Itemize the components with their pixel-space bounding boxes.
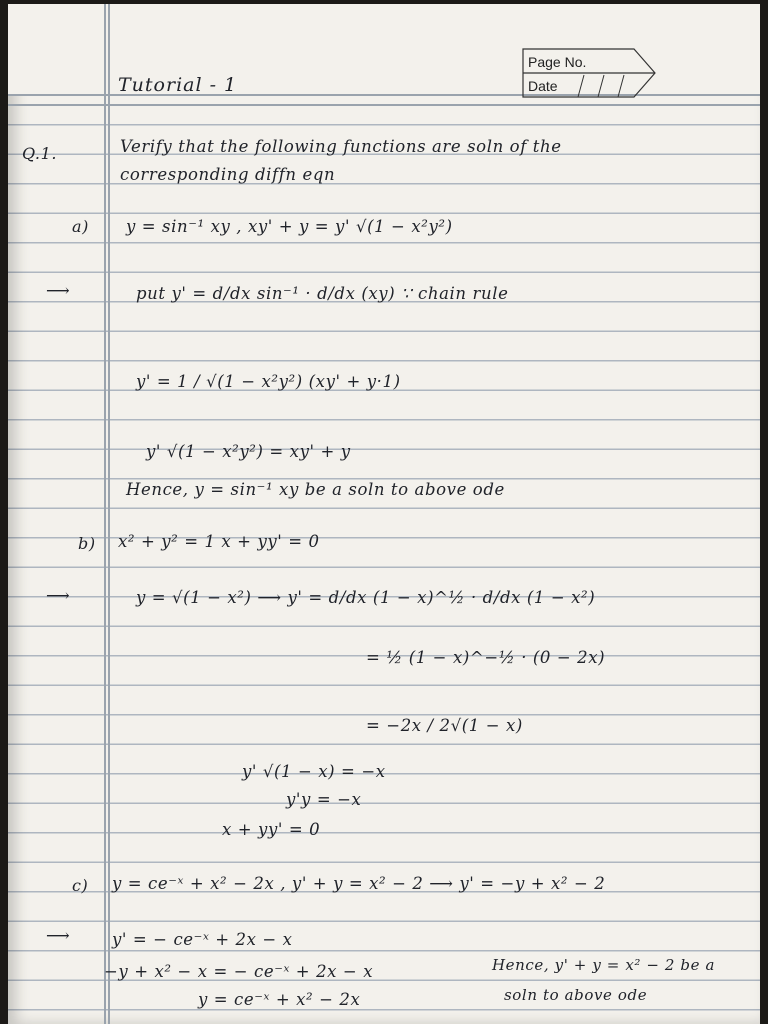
equation-line: y' = 1 / √(1 − x²y²) (xy' + y·1) bbox=[136, 372, 401, 391]
date-label: Date bbox=[528, 78, 558, 94]
equation-line: y = √(1 − x²) ⟶ y' = d/dx (1 − x)^½ · d/dx (1 − x²) bbox=[136, 588, 596, 607]
equation-line: y' = − ce⁻ˣ + 2x − x bbox=[112, 930, 293, 949]
equation-line: y'y = −x bbox=[286, 790, 362, 809]
equation-line: x + yy' = 0 bbox=[222, 820, 321, 839]
equation-line: y' √(1 − x²y²) = xy' + y bbox=[146, 442, 351, 461]
question-text-line: Verify that the following functions are soln of the bbox=[120, 137, 562, 156]
part-label: b) bbox=[78, 534, 96, 553]
part-label: a) bbox=[72, 217, 89, 236]
equation-line: = ½ (1 − x)^−½ · (0 − 2x) bbox=[366, 648, 606, 667]
header-rule bbox=[8, 104, 760, 106]
question-number: Q.1. bbox=[22, 144, 58, 163]
page-title: Tutorial - 1 bbox=[118, 74, 238, 96]
margin-line bbox=[104, 4, 106, 1024]
notebook-page bbox=[8, 4, 760, 1024]
arrow-icon: ⟶ bbox=[46, 281, 71, 300]
arrow-icon: ⟶ bbox=[46, 586, 71, 605]
arrow-icon: ⟶ bbox=[46, 926, 71, 945]
conclusion-line: Hence, y = sin⁻¹ xy be a soln to above ode bbox=[126, 480, 505, 499]
conclusion-line: soln to above ode bbox=[504, 986, 648, 1004]
equation-line: put y' = d/dx sin⁻¹ · d/dx (xy) ∵ chain rule bbox=[136, 284, 509, 303]
question-text-line: corresponding diffn eqn bbox=[120, 165, 336, 184]
conclusion-line: Hence, y' + y = x² − 2 be a bbox=[492, 956, 715, 974]
page-date-box bbox=[522, 48, 656, 98]
equation-line: = −2x / 2√(1 − x) bbox=[366, 716, 523, 735]
equation-line: y' √(1 − x) = −x bbox=[242, 762, 386, 781]
equation-line: y = ce⁻ˣ + x² − 2x bbox=[198, 990, 361, 1009]
equation-line: −y + x² − x = − ce⁻ˣ + 2x − x bbox=[104, 962, 374, 981]
page-no-label: Page No. bbox=[528, 54, 587, 70]
equation-line: y = ce⁻ˣ + x² − 2x , y' + y = x² − 2 ⟶ y' = −y + x² − 2 bbox=[112, 874, 606, 893]
margin-line bbox=[108, 4, 110, 1024]
equation-line: x² + y² = 1 x + yy' = 0 bbox=[118, 532, 320, 551]
equation-line: y = sin⁻¹ xy , xy' + y = y' √(1 − x²y²) bbox=[126, 217, 453, 236]
part-label: c) bbox=[72, 876, 89, 895]
